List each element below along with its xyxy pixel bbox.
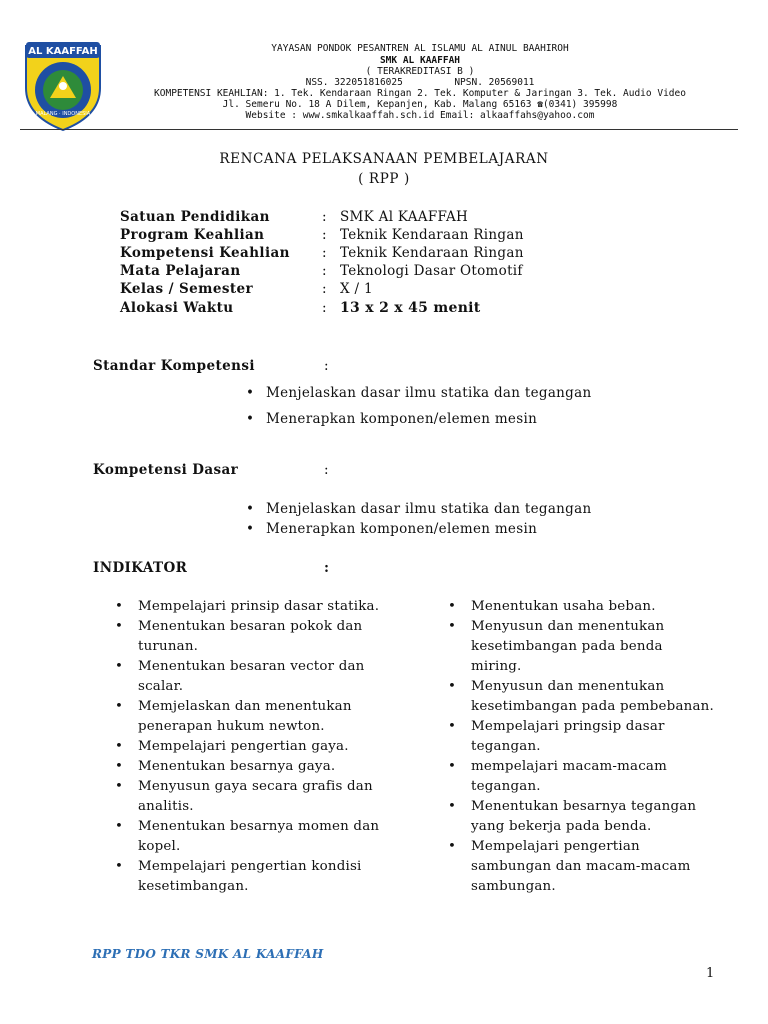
list-item: • Mempelajari pengertian kondisi kesetimbangan. [113, 857, 403, 897]
standar-kompetensi-list [242, 383, 591, 429]
list-item: • Menentukan usaha beban. [446, 597, 716, 617]
identity-label: Kelas / Semester [120, 281, 253, 297]
indikator-colon: : [324, 560, 329, 576]
logo-title-text: AL KAAFFAH [28, 46, 98, 57]
nss: NSS. 322051816025 [305, 77, 403, 88]
foundation-name: YAYASAN PONDOK PESANTREN AL ISLAMU AL AINUL BAAHIROH [271, 43, 569, 54]
identity-label: Satuan Pendidikan [120, 209, 270, 225]
list-item: • Mempelajari pengertian gaya. [113, 737, 403, 757]
list-item: • Menentukan besaran vector dan scalar. [113, 657, 403, 697]
identity-value: Teknik Kendaraan Ringan [340, 245, 524, 261]
identity-colon: : [322, 281, 327, 297]
list-item: • Menjelaskan dasar ilmu statika dan tegangan [242, 499, 591, 519]
identity-row [120, 209, 660, 227]
identity-label: Alokasi Waktu [120, 300, 234, 316]
list-item: • Menyusun dan menentukan kesetimbangan pada benda miring. [446, 617, 716, 677]
identity-value: SMK Al KAAFFAH [340, 209, 469, 225]
school-ids [110, 77, 730, 88]
identity-row [120, 281, 660, 299]
document-subtitle: ( RPP ) [358, 171, 410, 187]
logo-ring-text: MALANG · INDONESIA [35, 111, 91, 117]
identity-colon: : [322, 263, 327, 279]
list-item: • Menentukan besarnya tegangan yang bekerja pada benda. [446, 797, 716, 837]
identity-value: 13 x 2 x 45 menit [340, 300, 481, 316]
standar-kompetensi-colon: : [324, 358, 329, 374]
kompetensi-dasar-heading: Kompetensi Dasar [93, 462, 239, 478]
list-item: • Menjelaskan dasar ilmu statika dan tegangan [242, 383, 591, 403]
address-line: Jl. Semeru No. 18 A Dilem, Kepanjen, Kab. Malang 65163 ☎(0341) 395998 [222, 99, 618, 110]
identity-value: X / 1 [340, 281, 373, 297]
indikator-heading: INDIKATOR [93, 560, 188, 576]
identity-colon: : [322, 209, 327, 225]
school-name: SMK AL KAAFFAH [379, 55, 461, 66]
identity-colon: : [322, 245, 327, 261]
list-item: • Menentukan besarnya gaya. [113, 757, 403, 777]
letterhead-divider [20, 129, 738, 130]
identity-row [120, 263, 660, 281]
identity-colon: : [322, 300, 327, 316]
footer-label: RPP TDO TKR SMK AL KAAFFAH [92, 947, 324, 961]
identity-label: Program Keahlian [120, 227, 265, 243]
standar-kompetensi-heading: Standar Kompetensi [93, 358, 255, 374]
list-item: • Menerapkan komponen/elemen mesin [242, 409, 591, 429]
accreditation: ( TERAKREDITASI B ) [365, 66, 475, 77]
identity-label: Kompetensi Keahlian [120, 245, 290, 261]
document-title: RENCANA PELAKSANAAN PEMBELAJARAN [219, 151, 549, 167]
identity-label: Mata Pelajaran [120, 263, 241, 279]
identity-row [120, 300, 660, 318]
contact-line: Website : www.smkalkaaffah.sch.id Email: alkaaffahs@yahoo.com [245, 110, 595, 121]
identity-value: Teknik Kendaraan Ringan [340, 227, 524, 243]
npsn: NPSN. 20569011 [454, 77, 535, 88]
list-item: • Menyusun gaya secara grafis dan analitis. [113, 777, 403, 817]
list-item: • Menentukan besaran pokok dan turunan. [113, 617, 403, 657]
page-number: 1 [706, 966, 715, 981]
indikator-right-list [446, 597, 716, 897]
kompetensi-dasar-list [242, 499, 591, 539]
school-logo [20, 36, 106, 132]
identity-row [120, 245, 660, 263]
list-item: • Menyusun dan menentukan kesetimbangan pada pembebanan. [446, 677, 716, 717]
list-item: • mempelajari macam-macam tegangan. [446, 757, 716, 797]
list-item: • Memjelaskan dan menentukan penerapan hukum newton. [113, 697, 403, 737]
programs-line: KOMPETENSI KEAHLIAN: 1. Tek. Kendaraan Ringan 2. Tek. Komputer & Jaringan 3. Tek. Audio Video [154, 88, 686, 99]
kompetensi-dasar-colon: : [324, 462, 329, 478]
list-item: • Menerapkan komponen/elemen mesin [242, 519, 591, 539]
identity-row [120, 227, 660, 245]
list-item: • Mempelajari pringsip dasar tegangan. [446, 717, 716, 757]
identity-colon: : [322, 227, 327, 243]
indikator-left-list [113, 597, 403, 897]
list-item: • Mempelajari prinsip dasar statika. [113, 597, 403, 617]
list-item: • Mempelajari pengertian sambungan dan macam-macam sambungan. [446, 837, 716, 897]
list-item: • Menentukan besarnya momen dan kopel. [113, 817, 403, 857]
identity-value: Teknologi Dasar Otomotif [340, 263, 523, 279]
